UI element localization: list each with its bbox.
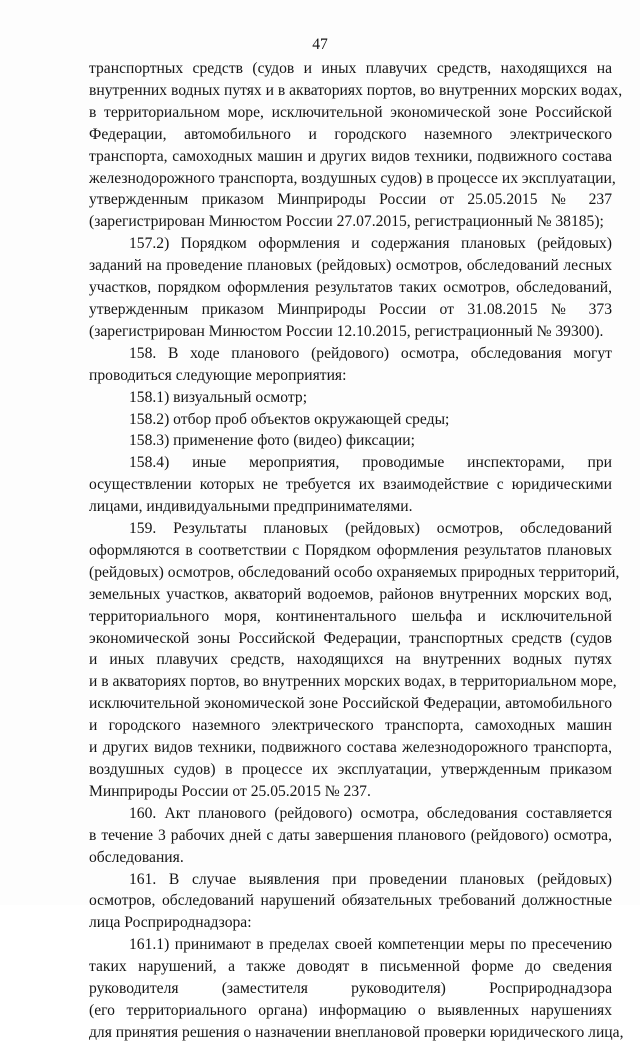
text-line: внутренних водных путях и в акваториях портов, во внутренних морских водах, bbox=[89, 81, 623, 99]
paragraph-p157-2 bbox=[89, 233, 612, 343]
text-line: и городского наземного электрического транспорта, самоходных машин bbox=[89, 717, 612, 735]
text-line: Федерации, автомобильного и городского наземного электрического bbox=[89, 125, 612, 143]
text-line: 160. Акт планового (рейдового) осмотра, обследования составляется bbox=[129, 804, 612, 822]
paragraph-p161 bbox=[89, 869, 612, 935]
text-line: утвержденным приказом Минприроды России от 31.08.2015 № 373 bbox=[89, 300, 612, 318]
text-line: территориального моря, континентального шельфа и исключительной bbox=[89, 607, 612, 625]
text-line: (его территориального органа) информацию о выявленных нарушениях bbox=[89, 1001, 612, 1019]
text-line: транспортных средств (судов и иных плавучих средств, находящихся на bbox=[89, 60, 612, 77]
text-line: 158.3) применение фото (видео) фиксации; bbox=[129, 432, 415, 450]
text-line: руководителя (заместителя руководителя) Росприроднадзора bbox=[89, 980, 612, 998]
text-line: в территориальном море, исключительной экономической зоне Российской bbox=[89, 103, 612, 121]
text-line: (зарегистрирован Минюстом России 27.07.2015, регистрационный № 38185); bbox=[89, 213, 604, 231]
text-line: заданий на проведение плановых (рейдовых) осмотров, обследований лесных bbox=[89, 257, 612, 275]
text-line: осмотров, обследований нарушений обязательных требований должностные bbox=[89, 892, 612, 910]
paragraph-p158-3 bbox=[89, 430, 612, 452]
paragraph-p158-4 bbox=[89, 452, 612, 518]
text-line: железнодорожного транспорта, воздушных судов) в процессе их эксплуатации, bbox=[89, 169, 616, 187]
text-line: 161. В случае выявления при проведении плановых (рейдовых) bbox=[129, 870, 612, 888]
text-line: 158. В ходе планового (рейдового) осмотра, обследования могут bbox=[129, 344, 612, 362]
text-line: в течение 3 рабочих дней с даты завершения планового (рейдового) осмотра, bbox=[89, 826, 612, 844]
text-line: и других видов техники, подвижного состава железнодорожного транспорта, bbox=[89, 739, 612, 757]
text-line: 158.4) иные мероприятия, проводимые инспекторами, при bbox=[129, 454, 612, 472]
paragraph-p159 bbox=[89, 518, 620, 803]
text-line: 158.2) отбор проб объектов окружающей среды; bbox=[129, 410, 450, 428]
paragraph-p160 bbox=[89, 803, 612, 869]
page-number: 47 bbox=[312, 36, 328, 53]
text-line: для принятия решения о назначении внеплановой проверки юридического лица, bbox=[89, 1023, 624, 1041]
text-line: проводиться следующие мероприятия: bbox=[89, 366, 347, 384]
text-line: 161.1) принимают в пределах своей компетенции меры по пресечению bbox=[129, 936, 612, 954]
text-line: (рейдовых) осмотров, обследований особо охраняемых природных территорий, bbox=[89, 563, 620, 581]
text-line: экономической зоны Российской Федерации, транспортных средств (судов bbox=[89, 629, 612, 647]
paragraph-p158-2 bbox=[89, 409, 612, 431]
text-line: обследования. bbox=[89, 848, 184, 866]
text-line: оформляются в соответствии с Порядком оформления результатов плановых bbox=[89, 541, 612, 559]
text-line: лица Росприроднадзора: bbox=[89, 914, 252, 932]
text-line: транспорта, самоходных машин и других видов техники, подвижного состава bbox=[89, 147, 612, 165]
text-line: 158.1) визуальный осмотр; bbox=[129, 388, 308, 406]
paragraph-p161-1 bbox=[89, 934, 624, 1044]
text-line: воздушных судов) в процессе их эксплуатации, утвержденным приказом bbox=[89, 761, 612, 778]
text-line: осуществлении которых не требуется их взаимодействие с юридическими bbox=[89, 476, 612, 494]
text-line: исключительной экономической зоне Российской Федерации, автомобильного bbox=[89, 695, 612, 713]
text-line: (зарегистрирован Минюстом России 12.10.2015, регистрационный № 39300). bbox=[89, 322, 604, 340]
paragraph-p158-1 bbox=[89, 387, 612, 409]
text-line: лицами, индивидуальными предпринимателями. bbox=[89, 498, 413, 516]
text-line: участков, порядком оформления результатов таких осмотров, обследований, bbox=[89, 279, 612, 297]
text-line: таких нарушений, а также доводят в письменной форме до сведения bbox=[89, 958, 612, 976]
text-line: и в акваториях портов, во внутренних морских водах, в территориальном море, bbox=[89, 673, 617, 691]
text-line: и иных плавучих средств, находящихся на внутренних водных путях bbox=[89, 651, 612, 669]
text-line: 157.2) Порядком оформления и содержания плановых (рейдовых) bbox=[129, 235, 612, 253]
text-line: 159. Результаты плановых (рейдовых) осмотров, обследований bbox=[129, 520, 612, 538]
text-line: Минприроды России от 25.05.2015 № 237. bbox=[89, 782, 371, 800]
document-body bbox=[89, 58, 624, 1044]
text-line: утвержденным приказом Минприроды России от 25.05.2015 № 237 bbox=[89, 191, 612, 209]
paragraph-p157-1-cont bbox=[89, 58, 623, 233]
text-line: земельных участков, акваторий водоемов, районов внутренних морских вод, bbox=[89, 585, 612, 603]
paragraph-p158 bbox=[89, 343, 612, 387]
